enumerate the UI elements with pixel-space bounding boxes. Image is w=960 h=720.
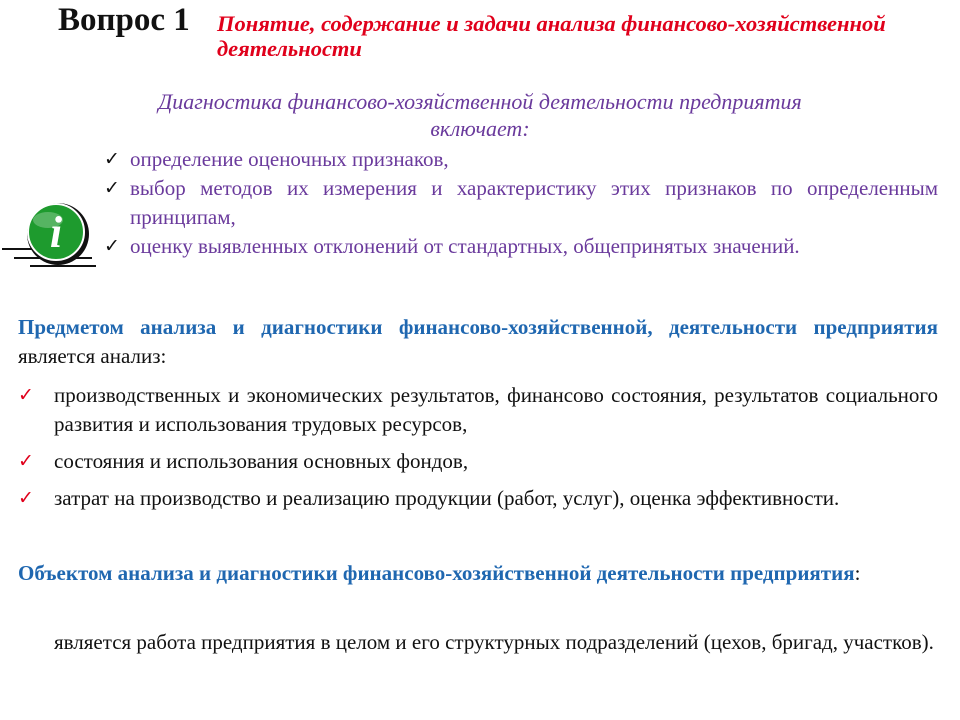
checkmark-icon: ✓ xyxy=(18,384,34,406)
checkmark-icon: ✓ xyxy=(104,177,120,199)
subject-list xyxy=(18,381,938,513)
diagnostics-intro: Диагностика финансово-хозяйственной деятельности предприятия включает: xyxy=(158,89,802,141)
list-item: ✓ оценку выявленных отклонений от стандартных, общепринятых значений. xyxy=(104,232,938,261)
diagnostics-list xyxy=(104,145,938,261)
question-title: Вопрос 1 xyxy=(58,2,190,38)
checkmark-icon: ✓ xyxy=(18,450,34,472)
svg-text:i: i xyxy=(49,208,63,257)
subject-heading: Предметом анализа и диагностики финансово-хозяйственной, деятельности предприятия является анализ: xyxy=(18,315,938,368)
checkmark-icon: ✓ xyxy=(104,235,120,257)
object-heading: Объектом анализа и диагностики финансово-хозяйственной деятельности предприятия: xyxy=(18,561,861,585)
list-item: ✓ выбор методов их измерения и характеристику этих признаков по определенным принципам, xyxy=(104,176,938,229)
checkmark-icon: ✓ xyxy=(104,148,120,170)
list-item: ✓ определение оценочных признаков, xyxy=(104,145,938,174)
list-item: ✓ производственных и экономических результатов, финансово состояния, результатов социального развития и использования трудовых ресурсов, xyxy=(18,383,938,436)
info-icon xyxy=(0,200,104,280)
object-description: является работа предприятия в целом и его структурных подразделений (цехов, бригад, участков). xyxy=(54,630,934,654)
list-item: ✓ затрат на производство и реализацию продукции (работ, услуг), оценка эффективности. xyxy=(18,484,938,513)
checkmark-icon: ✓ xyxy=(18,487,34,509)
question-subtitle: Понятие, содержание и задачи анализа финансово-хозяйственной деятельности xyxy=(217,11,886,61)
list-item: ✓ состояния и использования основных фондов, xyxy=(18,447,938,476)
